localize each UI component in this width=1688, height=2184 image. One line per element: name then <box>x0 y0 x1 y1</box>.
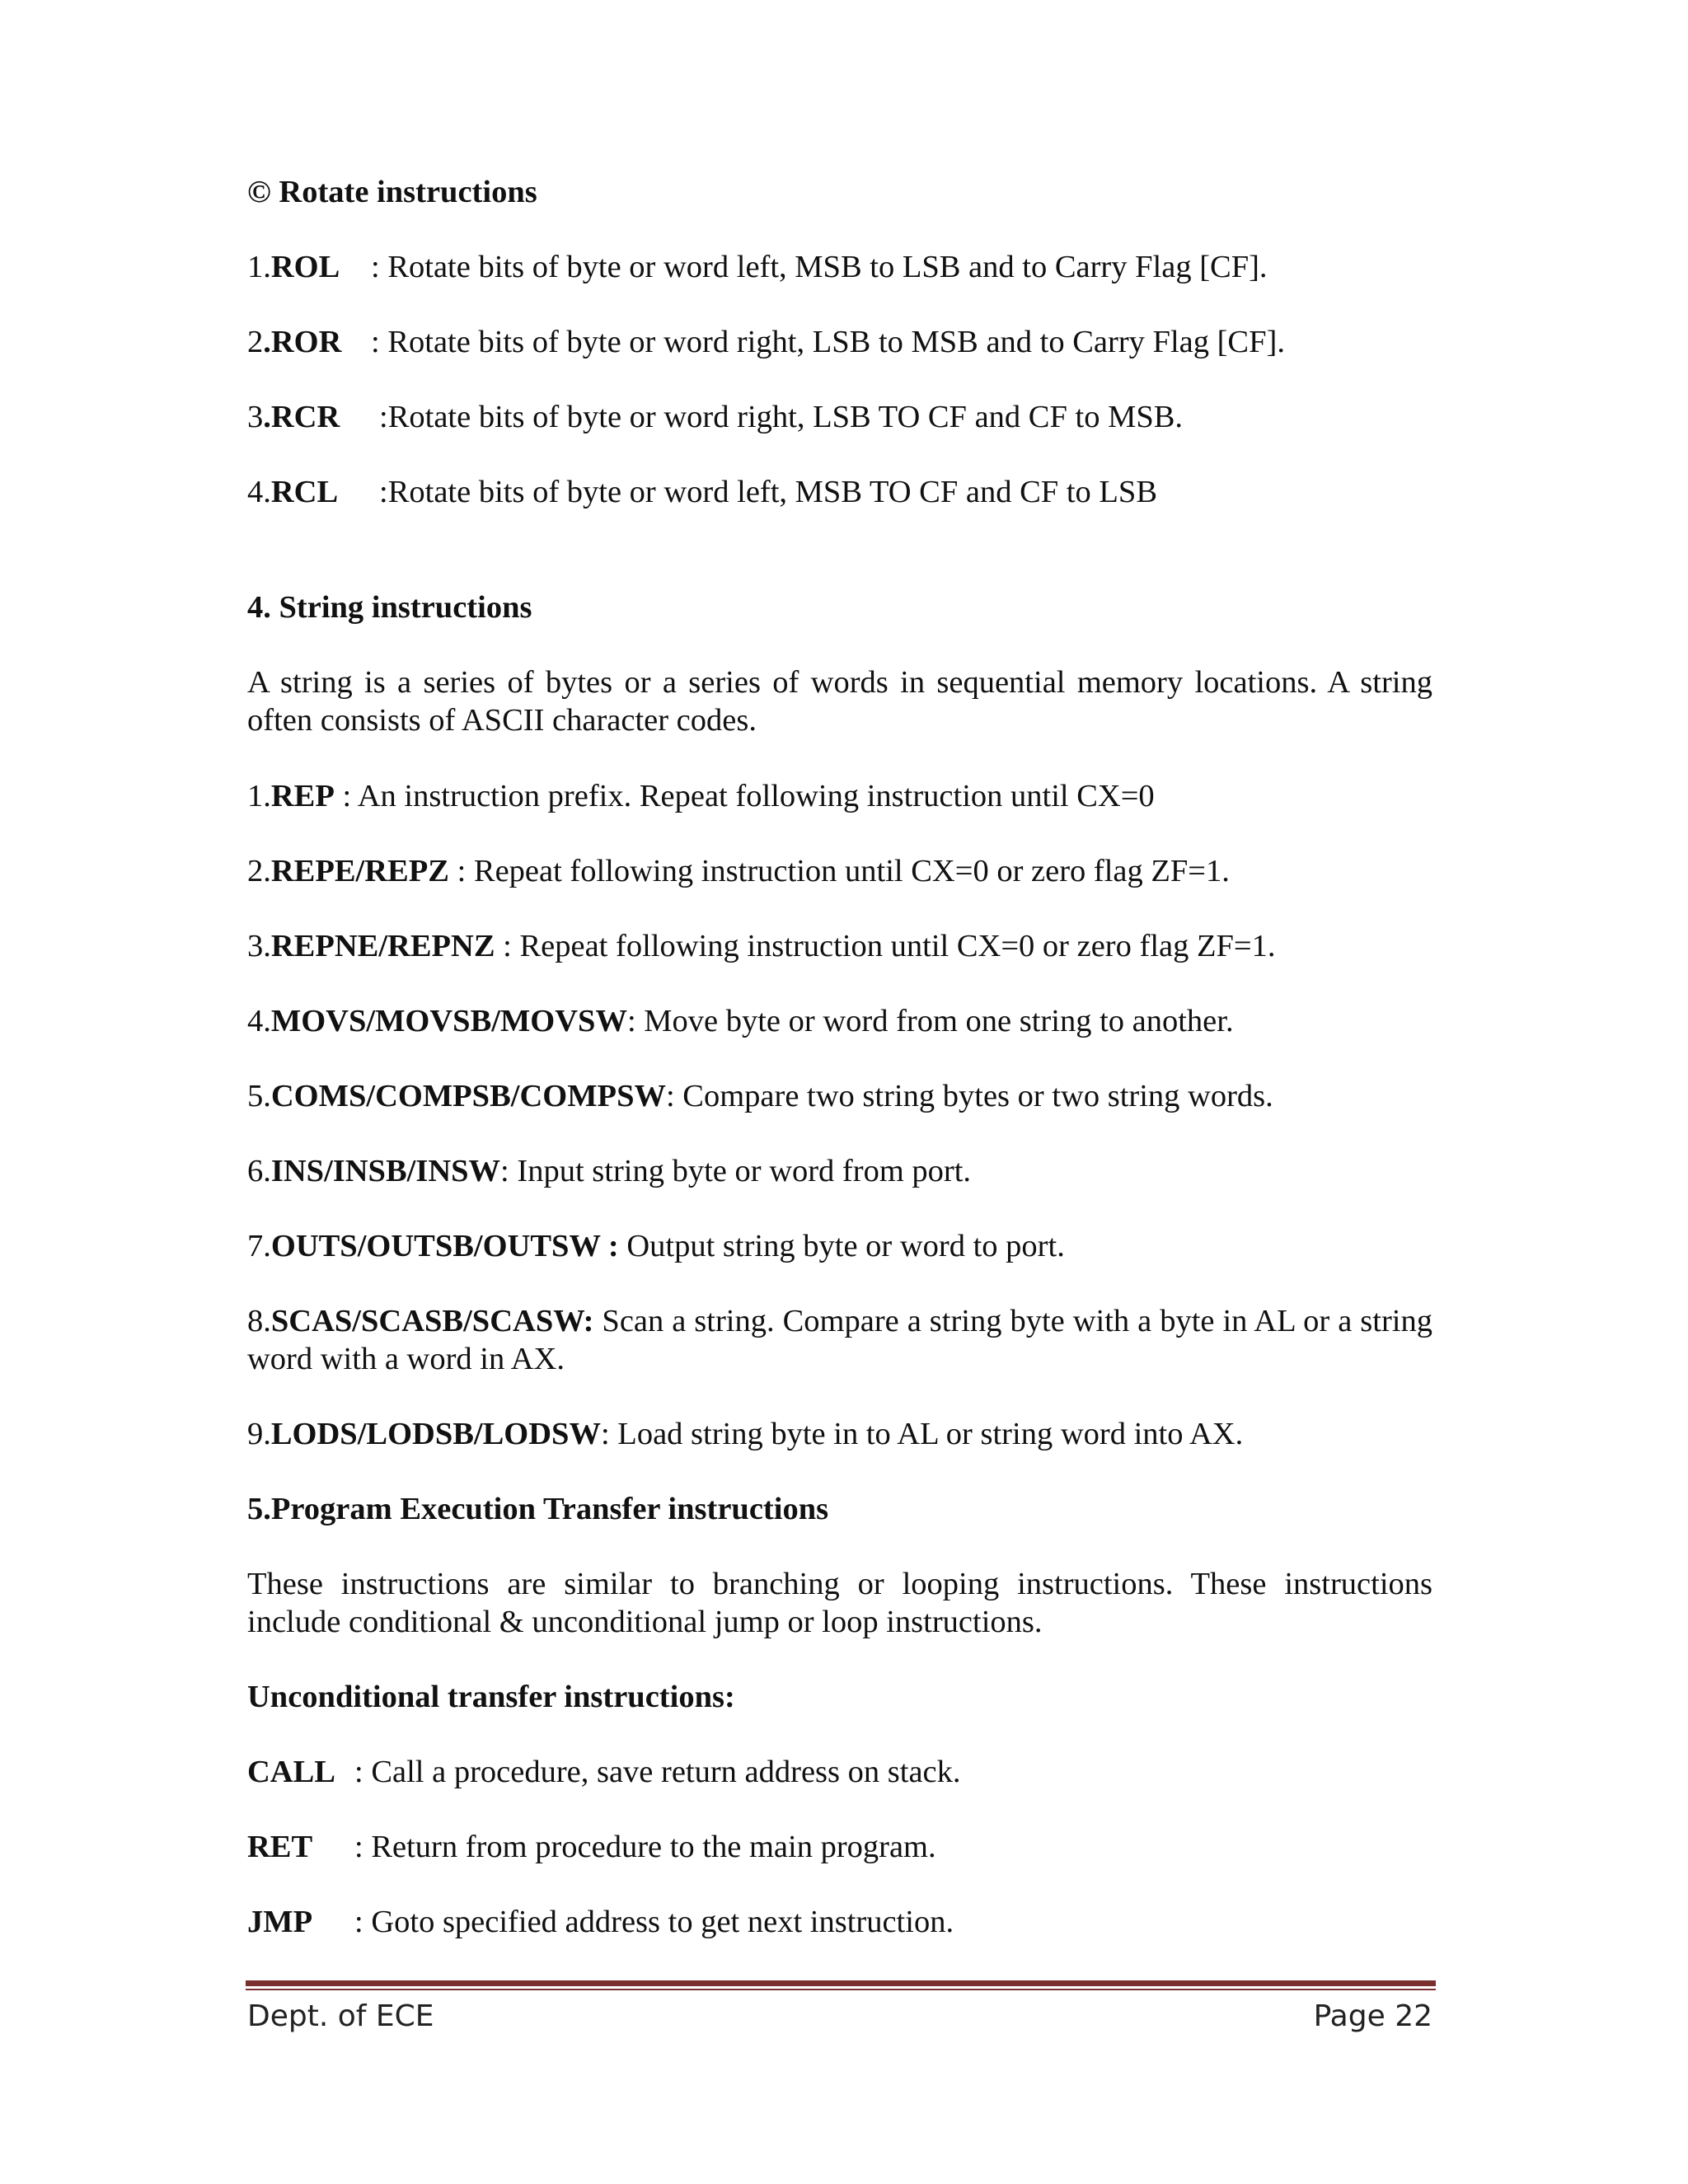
instruction-term: .ROR <box>263 325 342 359</box>
list-item <box>247 1753 961 1791</box>
instruction-term: ROL <box>270 250 340 284</box>
program-intro: These instructions are similar to branching or looping instructions. These instructions include conditional & unconditional jump or loop instructions. <box>247 1567 1432 1639</box>
instruction-desc: Scan a string. Compare a string byte with a byte in AL or a string word with a word in AX. <box>247 1304 1432 1376</box>
instruction-desc: : An instruction prefix. Repeat following instruction until CX=0 <box>334 779 1155 813</box>
item-number: 4. <box>247 1004 271 1038</box>
instruction-desc: :Rotate bits of byte or word left, MSB TO CF and CF to LSB <box>379 475 1158 509</box>
footer-page-number: Page 22 <box>1313 1999 1432 2033</box>
instruction-term: RCL <box>270 475 339 509</box>
list-item <box>247 1002 1234 1040</box>
item-number: 8. <box>247 1304 271 1338</box>
item-number: 2. <box>247 854 271 888</box>
instruction-desc: : Return from procedure to the main program. <box>354 1830 936 1864</box>
instruction-term: COMS/COMPSB/COMPSW <box>270 1079 666 1113</box>
list-item <box>247 1077 1273 1115</box>
instruction-desc: : Rotate bits of byte or word right, LSB to MSB and to Carry Flag [CF]. <box>371 325 1285 359</box>
item-number: 6. <box>247 1154 271 1188</box>
instruction-term: INS/INSB/INSW <box>270 1154 501 1188</box>
instruction-desc: : Move byte or word from one string to another. <box>626 1004 1234 1038</box>
instruction-desc: : Input string byte or word from port. <box>500 1154 972 1188</box>
list-item <box>247 1302 1432 1378</box>
item-number: 1. <box>247 779 271 813</box>
list-item <box>247 248 1268 286</box>
instruction-desc: :Rotate bits of byte or word right, LSB TO CF and CF to MSB. <box>379 400 1184 434</box>
item-number: 7. <box>247 1229 271 1263</box>
item-number: 2 <box>247 325 264 359</box>
rotate-heading: © Rotate instructions <box>247 175 537 209</box>
list-item <box>247 1415 1243 1453</box>
list-item <box>247 1903 954 1941</box>
instruction-term: MOVS/MOVSB/MOVSW <box>270 1004 627 1038</box>
footer-rule-thin <box>246 1989 1436 1990</box>
instruction-desc: Output string byte or word to port. <box>618 1229 1065 1263</box>
list-item <box>247 1828 936 1866</box>
instruction-desc: : Compare two string bytes or two string words. <box>665 1079 1273 1113</box>
item-number: 5. <box>247 1079 271 1113</box>
list-item <box>247 398 1183 436</box>
list-item <box>247 323 1285 361</box>
footer-department: Dept. of ECE <box>247 1999 434 2033</box>
string-heading: 4. String instructions <box>247 590 532 625</box>
unconditional-subheading: Unconditional transfer instructions: <box>247 1680 735 1714</box>
item-number: 4. <box>247 475 271 509</box>
item-number: 3 <box>247 400 264 434</box>
list-item <box>247 1227 1065 1265</box>
item-number: 1. <box>247 250 271 284</box>
list-item <box>247 777 1155 815</box>
instruction-term: LODS/LODSB/LODSW <box>270 1417 601 1451</box>
instruction-desc: : Repeat following instruction until CX=0 or zero flag ZF=1. <box>495 929 1276 963</box>
instruction-desc: : Goto specified address to get next instruction. <box>354 1905 954 1939</box>
instruction-term: CALL <box>247 1755 335 1789</box>
instruction-term: OUTS/OUTSB/OUTSW : <box>270 1229 619 1263</box>
list-item <box>247 473 1157 511</box>
instruction-term: REPNE/REPNZ <box>270 929 495 963</box>
item-number: 3. <box>247 929 271 963</box>
list-item <box>247 927 1276 965</box>
program-heading: 5.Program Execution Transfer instructions <box>247 1492 829 1526</box>
list-item <box>247 852 1230 890</box>
instruction-term: JMP <box>247 1905 313 1939</box>
footer-rule-thick <box>246 1980 1436 1986</box>
instruction-desc: : Call a procedure, save return address on stack. <box>354 1755 961 1789</box>
instruction-term: SCAS/SCASB/SCASW: <box>270 1304 594 1338</box>
list-item <box>247 1152 971 1190</box>
instruction-term: .RCR <box>263 400 340 434</box>
instruction-desc: : Rotate bits of byte or word left, MSB to LSB and to Carry Flag [CF]. <box>371 250 1268 284</box>
string-intro: A string is a series of bytes or a series of words in sequential memory locations. A string often consists of ASCII character codes. <box>247 665 1432 738</box>
instruction-term: REPE/REPZ <box>270 854 449 888</box>
instruction-desc: : Repeat following instruction until CX=0 or zero flag ZF=1. <box>448 854 1230 888</box>
item-number: 9. <box>247 1417 271 1451</box>
instruction-desc: : Load string byte in to AL or string word into AX. <box>600 1417 1244 1451</box>
instruction-term: REP <box>270 779 335 813</box>
instruction-term: RET <box>247 1830 313 1864</box>
